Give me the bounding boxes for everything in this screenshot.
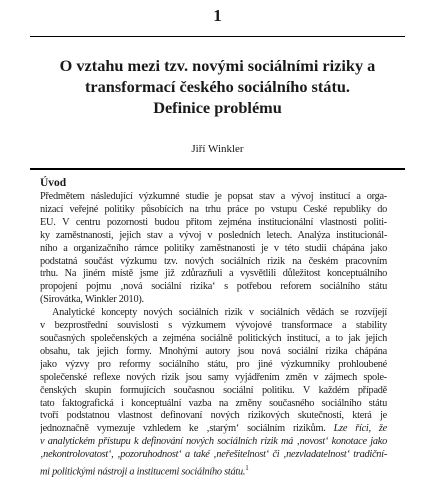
chapter-title-line: transformací českého sociálního státu. bbox=[84, 77, 350, 96]
paragraph-line: tvoří podstatnou vlastnost definovaní nových rizikových skutečností, která je bbox=[40, 410, 387, 422]
paragraph-line: tato faktografická i konceptuální vazba na změny současného sociálního státu bbox=[40, 397, 387, 409]
line-text: jednoznačně vymezuje vzhledem ke ‚starým‘ sociálním rizikům. bbox=[40, 423, 326, 435]
section-heading: Úvod bbox=[40, 177, 67, 189]
chapter-title-line: Definice problému bbox=[153, 98, 282, 117]
paragraph-line: Předmětem následující výzkumné studie je popsat stav a vývoj institucí a orga- bbox=[40, 191, 387, 202]
paragraph-line: ky zaměstnanosti, jejich stav a vývoj v posledních letech. Analýza institucionál- bbox=[40, 229, 387, 241]
line-text: mi politickými nástroji a institucemi sociálního státu. bbox=[40, 466, 246, 478]
paragraph-line bbox=[40, 462, 387, 479]
footnote-marker: 1 bbox=[245, 464, 249, 473]
chapter-number: 1 bbox=[213, 6, 222, 25]
italic-text: Lze říci, že bbox=[325, 423, 387, 435]
paragraph-line: současných společenských a zejména sociálně politických institucí, a to jak jejich bbox=[40, 332, 387, 344]
paragraph-line: čenských skupin formujících současnou sociální politiku. V každém případě bbox=[40, 384, 387, 396]
paragraph-line: v analytickém přístupu k definování nových sociálních rizik má ‚novost‘ konotace jako bbox=[40, 436, 387, 448]
paragraph-line: ního a organizačního rámce politiky zaměstnanosti je v této studii chápána jako bbox=[40, 242, 387, 254]
top-rule bbox=[30, 36, 405, 37]
paragraph-line bbox=[40, 423, 387, 436]
paragraph-line: propojení pojmu ‚nová sociální rizika‘ s potřebou reforem sociálního státu bbox=[40, 281, 387, 293]
paragraph-line: v bezprostřední souvislosti s výzkumem vývojové transformace a stability bbox=[40, 320, 387, 332]
body-text bbox=[40, 191, 387, 479]
paragraph-line: společenské reflexe nových rizik jsou samy vyjádřením změn v zájmech spole- bbox=[40, 371, 387, 383]
paragraph-line: ‚nekontrolovatost‘, ‚pozoruhodnost‘ a také ‚neřešitelnost‘ či ‚nezvladatelnost‘ tradiční- bbox=[40, 449, 387, 461]
paragraph-line: EU. V centru pozornosti budou přitom zejména institucionální vlastnosti politi- bbox=[40, 216, 387, 228]
paragraph-line: podstatná součást výzkumu tzv. nových sociálních rizik na českém pracovním bbox=[40, 255, 387, 267]
paragraph-line: (Sirovátka, Winkler 2010). bbox=[40, 294, 144, 306]
paragraph-line: obsahu, tak jejich formy. Mnohými autory jsou nová sociální rizika chápána bbox=[40, 345, 387, 357]
author-name: Jiří Winkler bbox=[191, 143, 244, 155]
paragraph-line: jako výzvy pro reformy sociálního státu, pro jiné výzkumníky prohloubené bbox=[40, 358, 387, 370]
paragraph-line: trhu. Na jiném místě jsme již zdůrazňuli a vysvětlili důležitost konceptuálního bbox=[40, 268, 387, 280]
paragraph-line: nizací veřejné politiky působících na trhu práce po vstupu České republiky do bbox=[40, 203, 387, 215]
header-divider bbox=[30, 168, 405, 170]
paragraph-line: Analytické koncepty nových sociálních rizik v sociálních vědách se rozvíjejí bbox=[52, 307, 387, 319]
chapter-title-line: O vztahu mezi tzv. novými sociálními riziky a bbox=[59, 56, 376, 75]
chapter-title bbox=[20, 55, 415, 118]
